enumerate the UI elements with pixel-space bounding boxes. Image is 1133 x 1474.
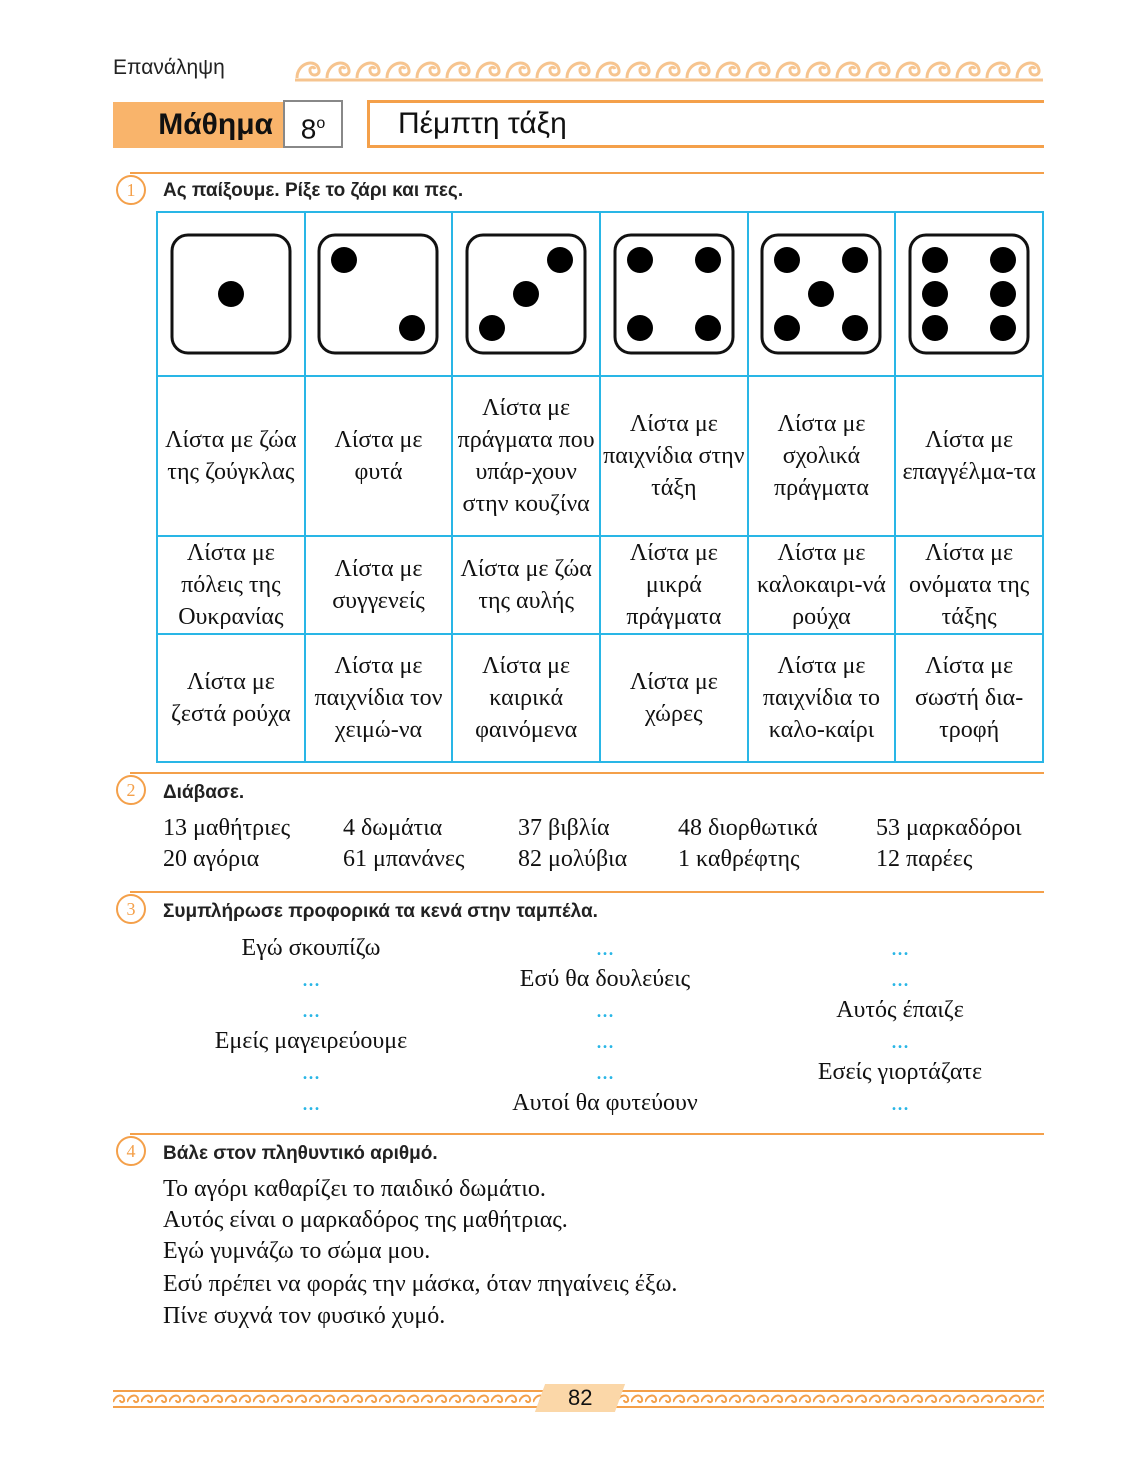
table-cell: Λίστα με καιρικά φαινόμενα	[452, 634, 600, 762]
exercise-title: Διάβασε.	[163, 782, 245, 803]
table-cell: Λίστα με πράγματα που υπάρ-χουν στην κουζίνα	[452, 376, 600, 536]
conjugation-cell: ...	[302, 997, 320, 1023]
die-pip	[695, 315, 721, 341]
table-cell: Λίστα με μικρά πράγματα	[600, 536, 748, 634]
decorative-wave-border	[295, 54, 1043, 84]
die-three-icon	[464, 232, 588, 356]
dice-cell	[157, 212, 305, 376]
table-row	[157, 376, 1043, 536]
die-two-icon	[316, 232, 440, 356]
conjugation-cell: ...	[596, 997, 614, 1023]
table-cell: Λίστα με σχολικά πράγματα	[748, 376, 896, 536]
lesson-title: Πέμπτη τάξη	[367, 100, 1044, 148]
lesson-number: 8	[300, 113, 317, 145]
dice-cell	[305, 212, 453, 376]
table-cell: Λίστα με ζώα της ζούγκλας	[157, 376, 305, 536]
exercise-divider	[130, 1133, 1044, 1135]
table-cell: Λίστα με πόλεις της Ουκρανίας	[157, 536, 305, 634]
die-pip	[627, 315, 653, 341]
die-pip	[774, 315, 800, 341]
number-item: 48 διορθωτικά	[678, 815, 818, 841]
lesson-number-suffix: ο	[316, 115, 326, 132]
conjugation-cell: ...	[891, 1090, 909, 1116]
number-item: 61 μπανάνες	[343, 846, 465, 872]
sentence: Πίνε συχνά τον φυσικό χυμό.	[163, 1303, 446, 1329]
die-pip	[922, 247, 948, 273]
table-cell: Λίστα με παιχνίδια τον χειμώ-να	[305, 634, 453, 762]
table-cell: Λίστα με επαγγέλμα-τα	[895, 376, 1043, 536]
die-pip	[922, 315, 948, 341]
table-cell: Λίστα με παιχνίδια στην τάξη	[600, 376, 748, 536]
die-pip	[513, 281, 539, 307]
sentence: Εγώ γυμνάζω το σώμα μου.	[163, 1238, 431, 1264]
exercise-title: Βάλε στον πληθυντικό αριθμό.	[163, 1143, 438, 1164]
die-pip	[331, 247, 357, 273]
sentence: Εσύ πρέπει να φοράς την μάσκα, όταν πηγαίνεις έξω.	[163, 1271, 678, 1297]
sentence: Το αγόρι καθαρίζει το παιδικό δωμάτιο.	[163, 1176, 546, 1202]
sentence: Αυτός είναι ο μαρκαδόρος της μαθήτριας.	[163, 1207, 568, 1233]
number-item: 53 μαρκαδόροι	[876, 815, 1022, 841]
conjugation-cell: Αυτοί θα φυτεύουν	[512, 1090, 698, 1116]
die-four-icon	[612, 232, 736, 356]
die-pip	[218, 281, 244, 307]
number-item: 20 αγόρια	[163, 846, 260, 872]
table-cell: Λίστα με ζώα της αυλής	[452, 536, 600, 634]
die-one-icon	[169, 232, 293, 356]
dice-cell	[895, 212, 1043, 376]
number-item: 4 δωμάτια	[343, 815, 443, 841]
lesson-header	[113, 100, 1044, 148]
exercise-title: Συμπλήρωσε προφορικά τα κενά στην ταμπέλα.	[163, 901, 598, 922]
exercise-divider	[130, 772, 1044, 774]
table-cell: Λίστα με συγγενείς	[305, 536, 453, 634]
conjugation-cell: Εγώ σκουπίζω	[241, 935, 381, 961]
table-row	[157, 536, 1043, 634]
die-pip	[842, 247, 868, 273]
conjugation-cell: ...	[302, 1090, 320, 1116]
lesson-number-box	[283, 100, 343, 148]
exercise-divider	[130, 172, 1044, 174]
table-row	[157, 634, 1043, 762]
page-number-text: 82	[567, 1385, 593, 1410]
die-pip	[808, 281, 834, 307]
dice-row	[157, 212, 1043, 376]
dice-cell	[748, 212, 896, 376]
exercise-number-badge: 3	[116, 894, 146, 924]
conjugation-cell: ...	[596, 935, 614, 961]
table-cell: Λίστα με σωστή δια-τροφή	[895, 634, 1043, 762]
exercise-title: Ας παίξουμε. Ρίξε το ζάρι και πες.	[163, 180, 464, 201]
exercise-number-badge: 4	[116, 1136, 146, 1166]
die-pip	[990, 315, 1016, 341]
conjugation-cell: ...	[891, 966, 909, 992]
die-pip	[627, 247, 653, 273]
die-pip	[695, 247, 721, 273]
exercise-number-badge: 2	[116, 775, 146, 805]
table-cell: Λίστα με φυτά	[305, 376, 453, 536]
dice-cell	[600, 212, 748, 376]
number-item: 1 καθρέφτης	[678, 846, 800, 872]
table-cell: Λίστα με ονόματα της τάξης	[895, 536, 1043, 634]
dice-table	[156, 211, 1044, 763]
conjugation-cell: ...	[302, 1059, 320, 1085]
die-five-icon	[759, 232, 883, 356]
conjugation-cell: ...	[891, 1028, 909, 1054]
conjugation-cell: Εσείς γιορτάζατε	[817, 1059, 983, 1085]
number-item: 82 μολύβια	[518, 846, 628, 872]
number-item: 12 παρέες	[876, 846, 973, 872]
die-pip	[990, 281, 1016, 307]
exercise-number-badge: 1	[116, 175, 146, 205]
conjugation-cell: ...	[891, 935, 909, 961]
die-six-icon	[907, 232, 1031, 356]
number-item: 13 μαθήτριες	[163, 815, 291, 841]
table-cell: Λίστα με καλοκαιρι-νά ρούχα	[748, 536, 896, 634]
conjugation-cell: Αυτός έπαιζε	[836, 997, 964, 1023]
conjugation-cell: Εμείς μαγειρεύουμε	[214, 1028, 408, 1054]
die-pip	[547, 247, 573, 273]
conjugation-cell: ...	[596, 1059, 614, 1085]
section-label: Επανάληψη	[113, 56, 225, 79]
lesson-word: Μάθημα	[113, 102, 283, 148]
exercise-divider	[130, 891, 1044, 893]
die-pip	[399, 315, 425, 341]
page-number	[535, 1384, 625, 1412]
conjugation-cell: ...	[596, 1028, 614, 1054]
dice-cell	[452, 212, 600, 376]
number-item: 37 βιβλία	[518, 815, 610, 841]
die-pip	[774, 247, 800, 273]
die-pip	[842, 315, 868, 341]
table-cell: Λίστα με ζεστά ρούχα	[157, 634, 305, 762]
conjugation-cell: ...	[302, 966, 320, 992]
conjugation-cell: Εσύ θα δουλεύεις	[519, 966, 691, 992]
table-cell: Λίστα με παιχνίδια το καλο-καίρι	[748, 634, 896, 762]
die-pip	[479, 315, 505, 341]
die-pip	[990, 247, 1016, 273]
table-cell: Λίστα με χώρες	[600, 634, 748, 762]
die-pip	[922, 281, 948, 307]
